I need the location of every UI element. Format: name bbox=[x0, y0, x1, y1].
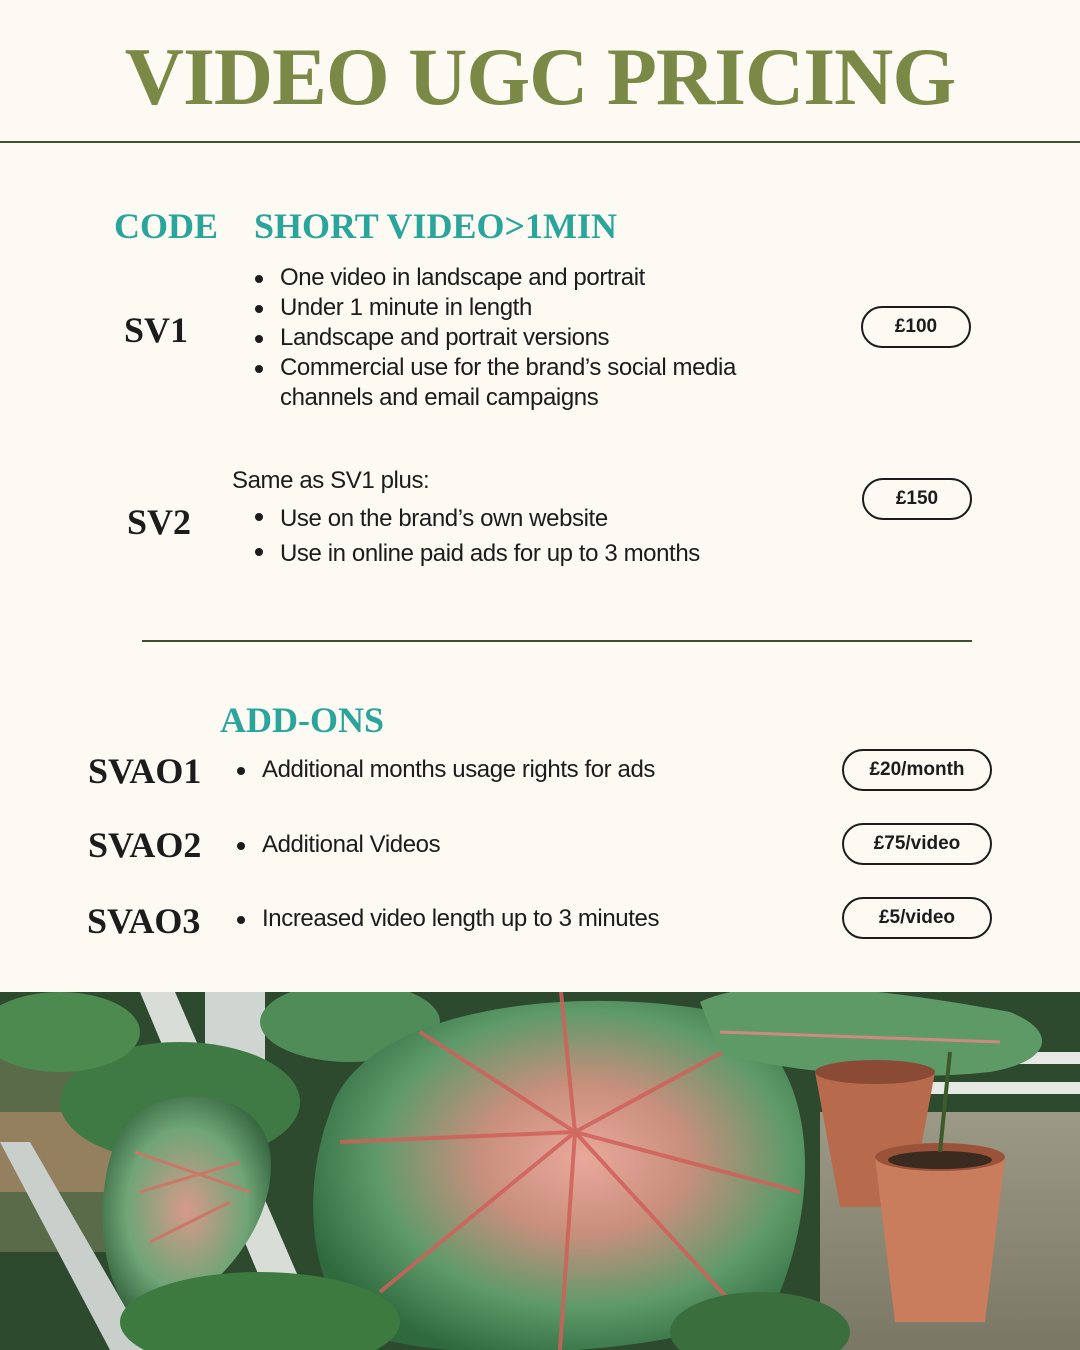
addon-code-svao2: SVAO2 bbox=[88, 825, 202, 865]
section-divider bbox=[142, 640, 972, 642]
package-features-sv2 bbox=[254, 501, 774, 571]
price-badge-sv1: £100 bbox=[861, 306, 971, 348]
feature-item: Use on the brand’s own website bbox=[254, 501, 774, 536]
addon-item: Additional Videos bbox=[236, 830, 796, 860]
page-title: VIDEO UGC PRICING bbox=[124, 31, 956, 122]
addon-code-svao1: SVAO1 bbox=[88, 751, 202, 791]
addon-item: Additional months usage rights for ads bbox=[236, 755, 796, 785]
plant-photo bbox=[0, 992, 1080, 1350]
title-divider bbox=[0, 141, 1080, 143]
package-code-sv1: SV1 bbox=[124, 310, 189, 350]
addon-code-svao3: SVAO3 bbox=[87, 901, 201, 941]
addon-description-svao2 bbox=[236, 830, 796, 860]
addons-heading: ADD-ONS bbox=[220, 700, 385, 740]
price-badge-svao1: £20/month bbox=[842, 749, 992, 791]
package-intro-sv2: Same as SV1 plus: bbox=[232, 467, 430, 494]
feature-item: Commercial use for the brand’s social media channels and email campaigns bbox=[254, 353, 754, 413]
feature-item: Use in online paid ads for up to 3 months bbox=[254, 536, 774, 571]
feature-item: One video in landscape and portrait bbox=[254, 263, 754, 293]
price-badge-sv2: £150 bbox=[862, 478, 972, 520]
addon-description-svao3 bbox=[236, 904, 796, 934]
code-column-header: CODE bbox=[114, 206, 219, 246]
price-badge-svao3: £5/video bbox=[842, 897, 992, 939]
price-badge-svao2: £75/video bbox=[842, 823, 992, 865]
package-features-sv1 bbox=[254, 263, 754, 413]
feature-item: Landscape and portrait versions bbox=[254, 323, 754, 353]
package-code-sv2: SV2 bbox=[127, 502, 192, 542]
short-video-column-header: SHORT VIDEO>1MIN bbox=[254, 206, 617, 246]
addon-description-svao1 bbox=[236, 755, 796, 785]
addon-item: Increased video length up to 3 minutes bbox=[236, 904, 796, 934]
feature-item: Under 1 minute in length bbox=[254, 293, 754, 323]
